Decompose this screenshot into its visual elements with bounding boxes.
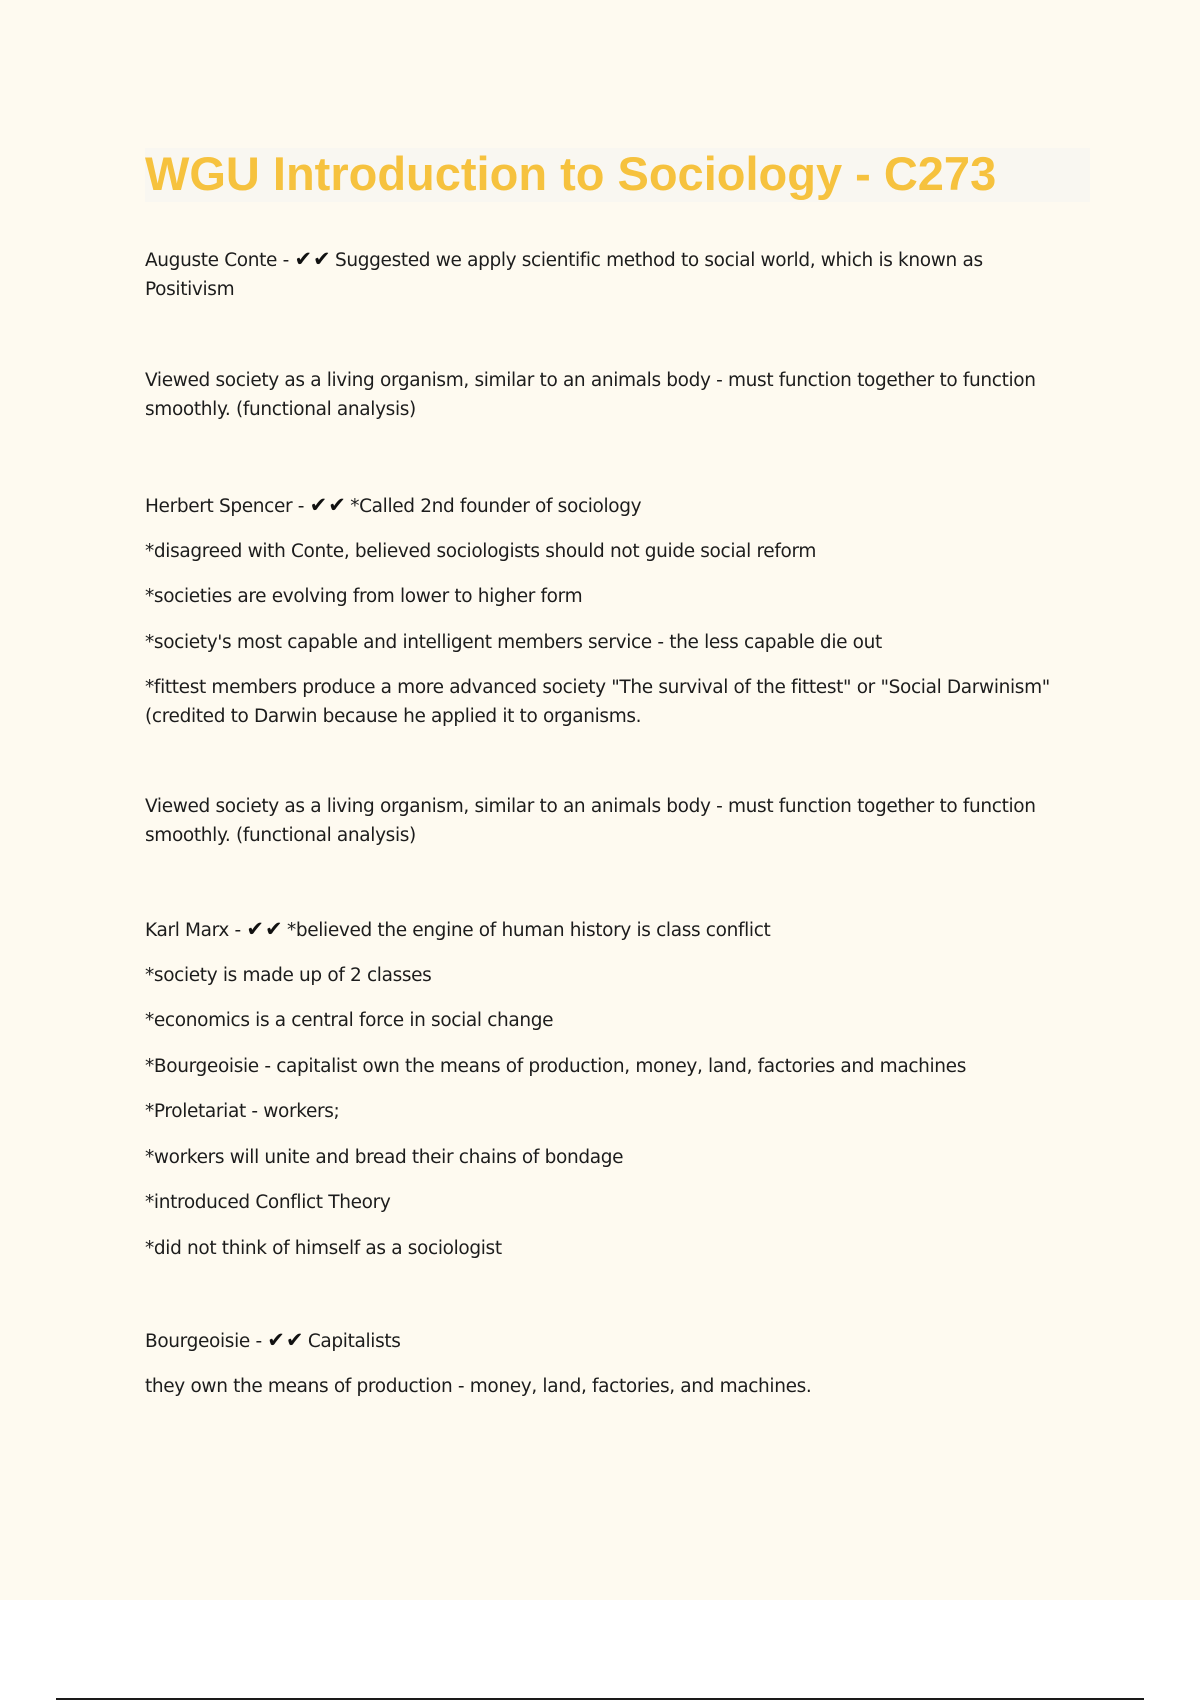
entry-karl-marx bbox=[145, 915, 1075, 945]
note-line: *Proletariat - workers; bbox=[145, 1101, 340, 1122]
note-line: *disagreed with Conte, believed sociologists should not guide social reform bbox=[145, 541, 817, 562]
entry-definition: *believed the engine of human history is class conflict bbox=[286, 920, 771, 941]
note-line: *economics is a central force in social change bbox=[145, 1010, 554, 1031]
entry-term: Auguste Conte - bbox=[145, 250, 295, 271]
note-line: *introduced Conflict Theory bbox=[145, 1192, 391, 1213]
note-line: they own the means of production - money, land, factories, and machines. bbox=[145, 1376, 812, 1397]
note-line: *Bourgeoisie - capitalist own the means of production, money, land, factories and machines bbox=[145, 1056, 967, 1077]
paragraph-functional-analysis: Viewed society as a living organism, similar to an animals body - must function together to function smoothly. (functional analysis) bbox=[145, 370, 1036, 420]
note-line: *society is made up of 2 classes bbox=[145, 965, 432, 986]
double-check-icon: ✔✔ bbox=[246, 917, 284, 941]
note-line: *did not think of himself as a sociologist bbox=[145, 1238, 502, 1259]
entry-herbert-spencer bbox=[145, 491, 1075, 521]
paragraph-functional-analysis: Viewed society as a living organism, similar to an animals body - must function together to function smoothly. (functional analysis) bbox=[145, 796, 1036, 846]
document-title: WGU Introduction to Sociology - C273 bbox=[145, 147, 997, 200]
note-line: *workers will unite and bread their chains of bondage bbox=[145, 1147, 624, 1168]
double-check-icon: ✔✔ bbox=[309, 493, 347, 517]
note-line: *fittest members produce a more advanced society "The survival of the fittest" or "Social Darwinism" (credited to Darwin because he applied it to organisms. bbox=[145, 677, 1050, 727]
entry-term: Bourgeoisie - bbox=[145, 1331, 268, 1352]
entry-definition: Suggested we apply scientific method to social world, which is known as Positivism bbox=[145, 250, 983, 300]
double-check-icon: ✔✔ bbox=[294, 247, 332, 271]
entry-term: Karl Marx - bbox=[145, 920, 247, 941]
note-line: *societies are evolving from lower to higher form bbox=[145, 586, 583, 607]
entry-bourgeoisie bbox=[145, 1326, 1075, 1356]
entry-definition: Capitalists bbox=[307, 1331, 401, 1352]
entry-term: Herbert Spencer - bbox=[145, 496, 310, 517]
entry-definition: *Called 2nd founder of sociology bbox=[350, 496, 642, 517]
double-check-icon: ✔✔ bbox=[267, 1328, 305, 1352]
entry-auguste-conte bbox=[145, 245, 1075, 304]
note-line: *society's most capable and intelligent members service - the less capable die out bbox=[145, 632, 882, 653]
